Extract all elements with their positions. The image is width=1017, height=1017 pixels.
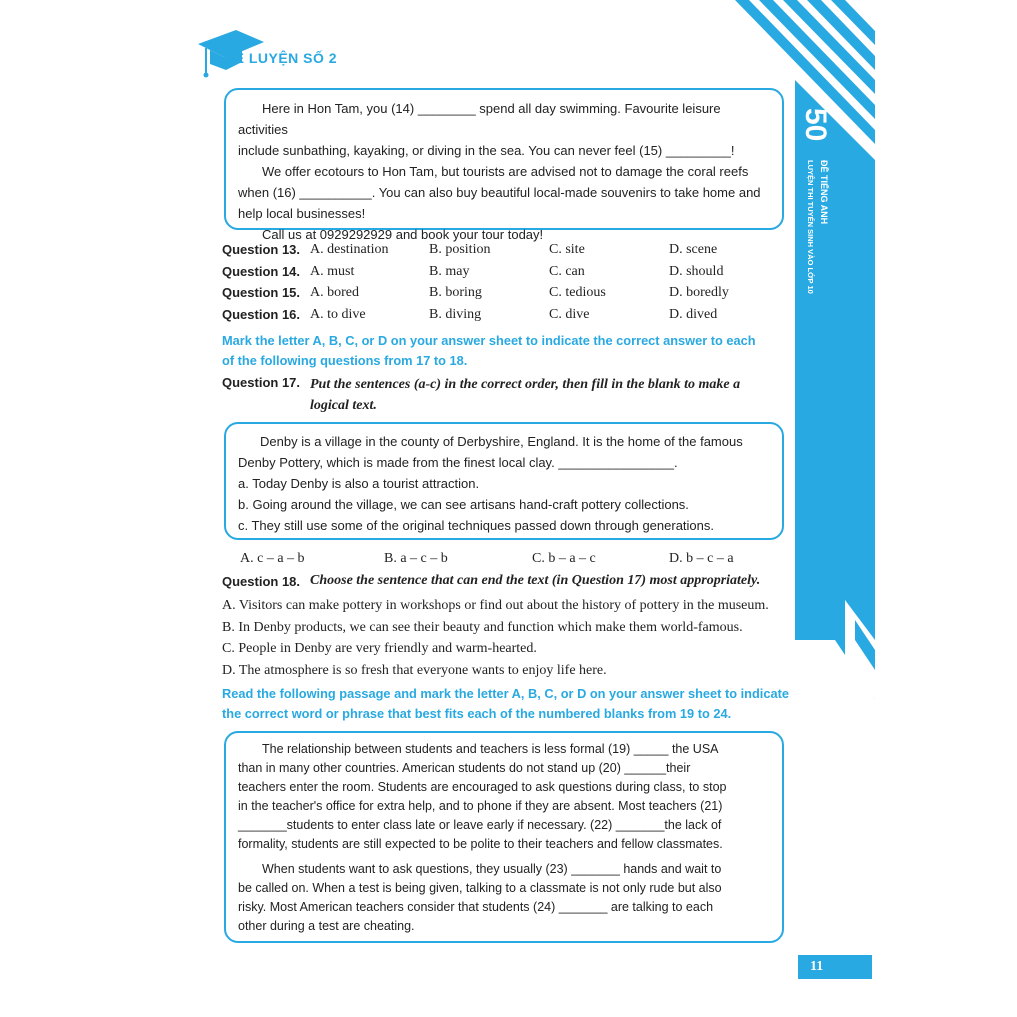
passage3-line: other during a test are cheating. <box>238 919 415 933</box>
side-panel-caption-1: ĐỀ TIẾNG ANH <box>819 160 829 225</box>
option-d: D. b – c – a <box>669 551 734 566</box>
option-a: A. Visitors can make pottery in workshops or find out about the history of pottery in the museum. <box>222 598 769 613</box>
page-title: ĐỀ LUYỆN SỐ 2 <box>224 50 338 66</box>
side-panel-number: 50 <box>799 108 832 142</box>
question-17-options <box>240 551 780 571</box>
question-17-prompt <box>310 374 790 416</box>
question-16 <box>222 307 782 327</box>
question-label: Question 15. <box>222 285 301 300</box>
instruction-17-18 <box>222 331 792 371</box>
option-a: A. c – a – b <box>240 551 305 566</box>
passage1-line: We offer ecotours to Hon Tam, but tourists are advised not to damage the coral reefs <box>262 164 749 179</box>
passage2-line: b. Going around the village, we can see artisans hand-craft pottery collections. <box>238 497 689 512</box>
passage-box-3 <box>224 731 784 943</box>
passage-box-2 <box>224 422 784 540</box>
passage2-line: Denby is a village in the county of Derbyshire, England. It is the home of the famous <box>260 434 743 449</box>
option-d: D. scene <box>669 242 718 257</box>
question-13 <box>222 242 782 262</box>
option-a: A. must <box>310 264 355 279</box>
passage3-line: risky. Most American teachers consider that students (24) _______ are talking to each <box>238 900 714 914</box>
passage-box-1 <box>224 88 784 242</box>
option-a: A. destination <box>310 242 389 257</box>
passage2-line: a. Today Denby is also a tourist attraction. <box>238 476 480 491</box>
side-panel-caption-2: LUYỆN THI TUYỂN SINH VÀO LỚP 10 <box>806 160 815 294</box>
instruction-line: the correct word or phrase that best fits each of the numbered blanks from 19 to 24. <box>222 706 732 721</box>
option-c: C. dive <box>549 307 590 322</box>
option-a: A. bored <box>310 285 359 300</box>
question-label: Question 16. <box>222 307 301 322</box>
option-d: D. dived <box>669 307 718 322</box>
option-c: C. can <box>549 264 585 279</box>
option-d: D. should <box>669 264 724 279</box>
question-label: Question 14. <box>222 264 301 279</box>
passage2-line: Denby Pottery, which is made from the finest local clay. ________________. <box>238 455 678 470</box>
instruction-line: Read the following passage and mark the letter A, B, C, or D on your answer sheet to indicate <box>222 686 789 701</box>
passage1-line: help local businesses! <box>238 206 366 221</box>
passage3-line: than in many other countries. American students do not stand up (20) ______their <box>238 761 691 775</box>
instruction-line: Mark the letter A, B, C, or D on your answer sheet to indicate the correct answer to each <box>222 333 756 348</box>
question-18-prompt: Choose the sentence that can end the text (in Question 17) most appropriately. <box>310 573 761 588</box>
passage3-line: in the teacher's office for extra help, and to phone if they are absent. Most teachers (21) <box>238 799 723 813</box>
passage3-line: be called on. When a test is being given, talking to a classmate is not only rude but also <box>238 881 722 895</box>
question-18-options <box>222 595 792 681</box>
option-b: B. diving <box>429 307 482 322</box>
question-17-label: Question 17. <box>222 375 301 390</box>
option-b: B. may <box>429 264 470 279</box>
passage3-line: _______students to enter class late or leave early if necessary. (22) _______the lack of <box>238 818 722 832</box>
question-label: Question 13. <box>222 242 301 257</box>
option-c: C. tedious <box>549 285 606 300</box>
option-b: B. a – c – b <box>384 551 448 566</box>
passage3-line: The relationship between students and teachers is less formal (19) _____ the USA <box>262 742 719 756</box>
prompt-line: logical text. <box>310 398 377 413</box>
option-d: D. boredly <box>669 285 729 300</box>
question-14 <box>222 264 782 284</box>
option-c: C. site <box>549 242 585 257</box>
passage1-line: Here in Hon Tam, you (14) ________ spend all day swimming. Favourite leisure activities <box>238 101 721 137</box>
passage3-line: teachers enter the room. Students are encouraged to ask questions during class, to stop <box>238 780 727 794</box>
option-b: B. boring <box>429 285 482 300</box>
option-b: B. position <box>429 242 491 257</box>
option-c: C. b – a – c <box>532 551 596 566</box>
instruction-19-24 <box>222 684 797 724</box>
option-b: B. In Denby products, we can see their beauty and function which make them world-famous. <box>222 619 743 635</box>
option-c: C. People in Denby are very friendly and warm-hearted. <box>222 641 537 656</box>
passage1-line: Call us at 0929292929 and book your tour today! <box>262 227 544 242</box>
passage1-line: when (16) __________. You can also buy beautiful local-made souvenirs to take home and <box>238 185 761 200</box>
question-15 <box>222 285 782 305</box>
instruction-line: of the following questions from 17 to 18. <box>222 353 468 368</box>
passage2-line: c. They still use some of the original techniques passed down through generations. <box>238 518 714 533</box>
prompt-line: Put the sentences (a-c) in the correct order, then fill in the blank to make a <box>310 377 741 392</box>
passage3-line: When students want to ask questions, they usually (23) _______ hands and wait to <box>262 862 722 876</box>
passage1-line: include sunbathing, kayaking, or diving in the sea. You can never feel (15) _________! <box>238 143 735 158</box>
page-number: 11 <box>798 955 872 979</box>
passage3-line: formality, students are still expected to be polite to their teachers and fellow classmates. <box>238 837 723 851</box>
option-a: A. to dive <box>310 307 366 322</box>
option-d: D. The atmosphere is so fresh that everyone wants to enjoy life here. <box>222 662 607 678</box>
question-18-label: Question 18. <box>222 574 301 589</box>
